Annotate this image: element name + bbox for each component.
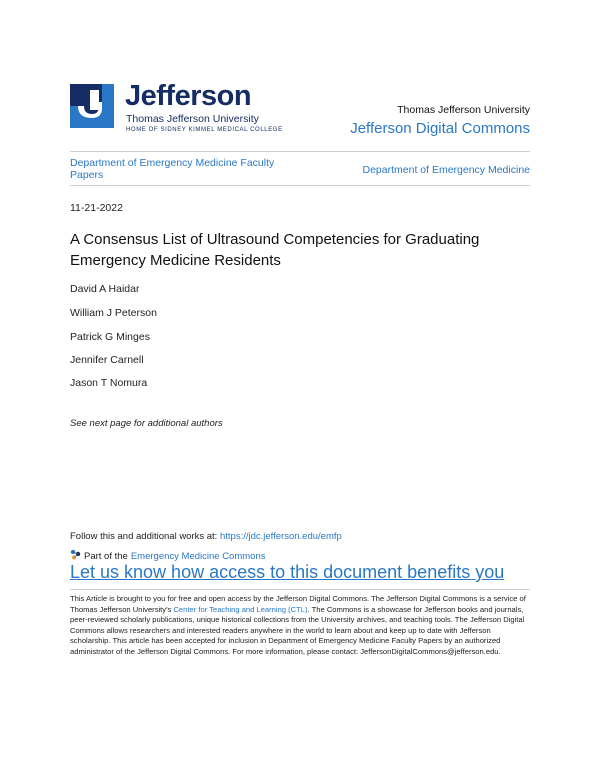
follow-prefix: Follow this and additional works at: — [70, 531, 220, 542]
network-icon — [70, 549, 81, 563]
article-title: A Consensus List of Ultrasound Competencies for Graduating Emergency Medicine Residents — [70, 231, 480, 269]
faculty-papers-link[interactable]: Department of Emergency Medicine Faculty Papers — [70, 157, 275, 181]
commons-link[interactable]: Emergency Medicine Commons — [130, 550, 266, 562]
author-name: William J Peterson — [70, 307, 157, 319]
ctl-link[interactable]: Center for Teaching and Learning (CTL) — [173, 604, 308, 614]
logo-wordmark: Jefferson — [125, 80, 252, 112]
part-of-line — [70, 549, 265, 563]
publication-date: 11-21-2022 — [70, 202, 123, 214]
divider — [70, 151, 530, 152]
logo-subtitle: Thomas Jefferson University — [126, 113, 259, 125]
repository-link[interactable]: Jefferson Digital Commons — [350, 120, 530, 137]
footer-notice — [70, 594, 530, 658]
university-name: Thomas Jefferson University — [397, 104, 530, 116]
divider — [70, 589, 530, 590]
author-name: Patrick G Minges — [70, 331, 150, 343]
author-name: Jennifer Carnell — [70, 354, 144, 366]
logo-college: HOME OF SIDNEY KIMMEL MEDICAL COLLEGE — [126, 127, 283, 133]
divider — [70, 185, 530, 186]
department-link[interactable]: Department of Emergency Medicine — [362, 164, 530, 176]
jefferson-logo-icon — [70, 84, 114, 128]
author-name: David A Haidar — [70, 283, 140, 295]
follow-line — [70, 531, 342, 542]
part-of-prefix: Part of the — [84, 550, 128, 562]
follow-url-link[interactable]: https://jdc.jefferson.edu/emfp — [219, 531, 342, 542]
benefits-feedback-link[interactable]: Let us know how access to this document benefits you — [70, 562, 505, 582]
footer-text-1: This Article is brought to you for free and open access by the Jefferson Digital Commons. The Jefferson Digital Commons is a service of Thomas Jefferson University's — [70, 594, 526, 614]
footer-text-2: . The Commons is a showcase for Jefferson books and journals, peer-reviewed scholarly publications, unique historical collections from the University archives, and teaching tools. The Jefferson Digital Commons allows researchers and interested readers anywhere in the world to learn about and keep up to date with Jefferson scholarship. This article has been accepted for inclusion in Department of Emergency Medicine Faculty Papers by an authorized administrator of the Jefferson Digital Commons. For more information, please contact: JeffersonDigitalCommons@jefferson.edu. — [70, 604, 525, 656]
additional-authors-note: See next page for additional authors — [70, 418, 223, 429]
author-name: Jason T Nomura — [70, 377, 148, 389]
